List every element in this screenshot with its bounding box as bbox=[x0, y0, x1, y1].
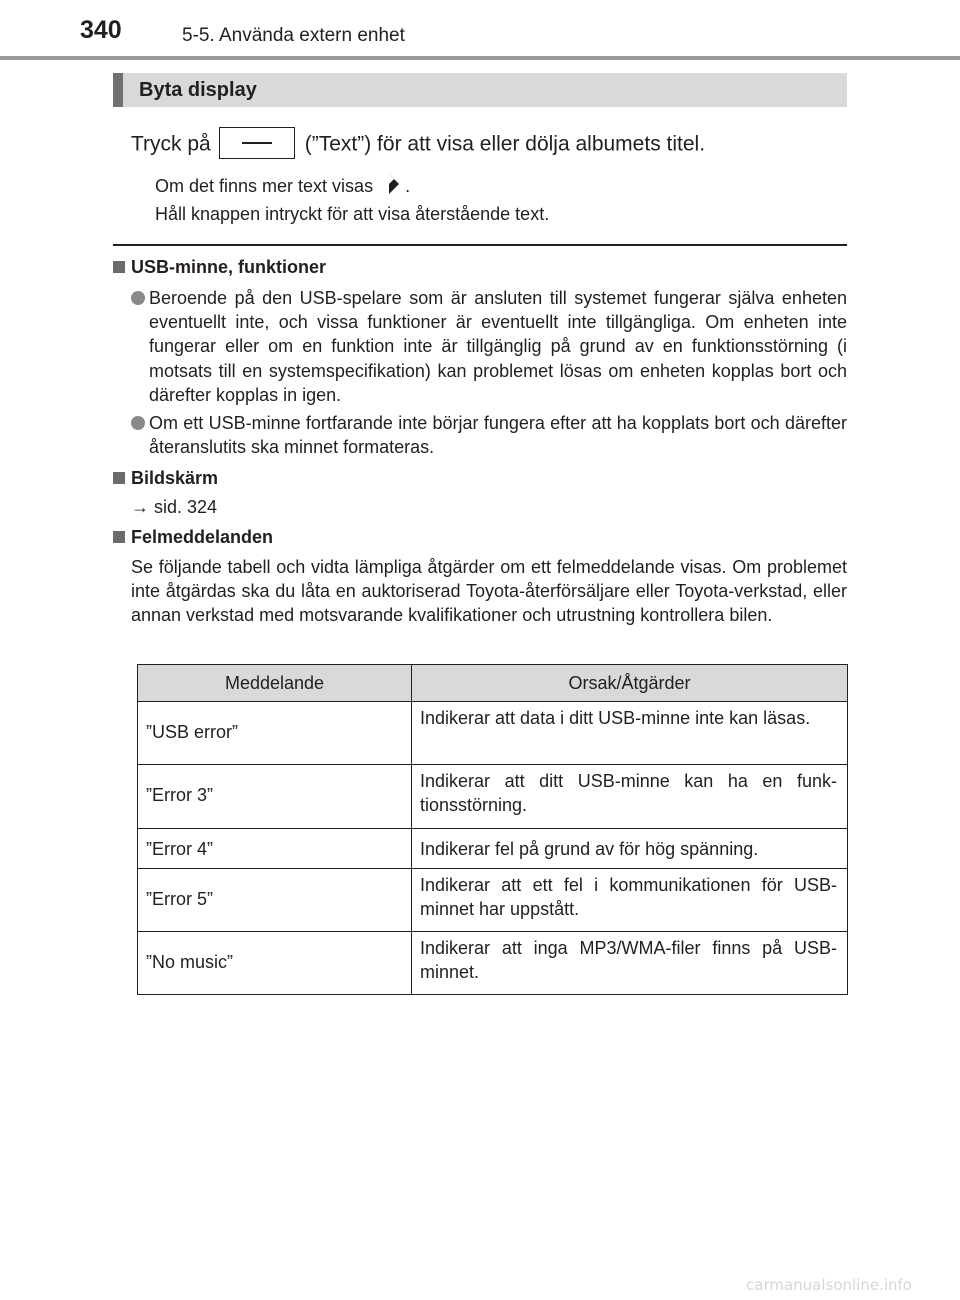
instruction-prefix: Tryck på bbox=[131, 132, 211, 156]
usb-bullet-2-text: Om ett USB-minne fortfarande inte börjar fungera efter att ha kopplats bort och därefter återanslutits ska minnet formateras. bbox=[149, 413, 847, 458]
table-row bbox=[138, 829, 848, 869]
section-marker bbox=[113, 73, 123, 107]
table-cell-message: ”Error 4” bbox=[138, 829, 412, 869]
usb-bullet-1 bbox=[131, 286, 847, 407]
errors-heading-text: Felmeddelanden bbox=[131, 527, 274, 547]
table-row bbox=[138, 765, 848, 829]
heading-square-icon bbox=[113, 472, 125, 484]
chapter-title: 5-5. Använda extern enhet bbox=[182, 25, 405, 46]
table-cell-cause: Indikerar att ditt USB-minne kan ha en funk-tionsstörning. bbox=[412, 765, 848, 829]
section-divider bbox=[113, 244, 847, 246]
bullet-dot-icon bbox=[131, 416, 145, 430]
display-screen-heading bbox=[113, 468, 218, 489]
table-row bbox=[138, 932, 848, 995]
table-header-cause: Orsak/Åtgärder bbox=[412, 665, 848, 702]
section-bar bbox=[113, 73, 847, 107]
table-cell-message: ”USB error” bbox=[138, 702, 412, 765]
table-cell-cause: Indikerar att ett fel i kommunikationen för USB-minnet har uppstått. bbox=[412, 869, 848, 932]
table-cell-cause: Indikerar att data i ditt USB-minne inte kan läsas. bbox=[412, 702, 848, 765]
table-cell-cause: Indikerar att inga MP3/WMA-filer finns på USB-minnet. bbox=[412, 932, 848, 995]
text-button[interactable] bbox=[219, 127, 295, 159]
more-text-note-label: Om det finns mer text visas bbox=[155, 176, 374, 196]
section-title: Byta display bbox=[139, 79, 257, 101]
usb-heading-text: USB-minne, funktioner bbox=[131, 257, 327, 277]
usb-bullet-1-text: Beroende på den USB-spelare som är ansluten till systemet fungerar själva enheten eventuellt inte, och vissa funktioner är eventuellt inte tillgängliga. Om enheten inte fungerar eller om en funktion inte är tillgänglig på grund av en funktionsstörning (i motsats till en systemspecifikation) kan problemet lösas om enheten kopplas bort och därefter kopplas in igen. bbox=[149, 288, 847, 405]
arrow-right-icon bbox=[387, 172, 401, 196]
table-cell-message: ”No music” bbox=[138, 932, 412, 995]
hold-button-note: Håll knappen intryckt för att visa återstående text. bbox=[155, 204, 550, 224]
table-row bbox=[138, 869, 848, 932]
page-header bbox=[0, 0, 960, 62]
heading-square-icon bbox=[113, 261, 125, 273]
table-header-message: Meddelande bbox=[138, 665, 412, 702]
page-reference-link[interactable]: → sid. 324 bbox=[131, 497, 218, 517]
table-header-row bbox=[138, 665, 848, 702]
heading-square-icon bbox=[113, 531, 125, 543]
dash-icon bbox=[242, 142, 272, 144]
header-rule bbox=[0, 56, 960, 60]
errors-heading bbox=[113, 527, 273, 548]
error-message-table bbox=[137, 664, 848, 995]
more-text-note-end: . bbox=[405, 176, 411, 196]
table-cell-message: ”Error 5” bbox=[138, 869, 412, 932]
bullet-dot-icon bbox=[131, 291, 145, 305]
display-screen-heading-text: Bildskärm bbox=[131, 468, 219, 488]
table-cell-cause: Indikerar fel på grund av för hög spänning. bbox=[412, 829, 848, 869]
more-text-note bbox=[155, 176, 410, 197]
usb-heading bbox=[113, 257, 326, 278]
watermark-text: carmanualsonline.info bbox=[746, 1276, 912, 1294]
page-number: 340 bbox=[80, 16, 122, 44]
usb-bullet-2 bbox=[131, 411, 847, 459]
display-switch-instruction bbox=[131, 131, 705, 159]
table-row bbox=[138, 702, 848, 765]
table-cell-message: ”Error 3” bbox=[138, 765, 412, 829]
instruction-suffix: (”Text”) för att visa eller dölja albumets titel. bbox=[304, 132, 706, 156]
errors-intro: Se följande tabell och vidta lämpliga åtgärder om ett felmeddelande visas. Om problemet inte åtgärdas ska du låta en auktoriserad Toyota-återförsäljare eller Toyota-verkstad, eller annan verkstad med motsvarande kvalifikationer och utrustning kontrollera bilen. bbox=[131, 557, 847, 626]
